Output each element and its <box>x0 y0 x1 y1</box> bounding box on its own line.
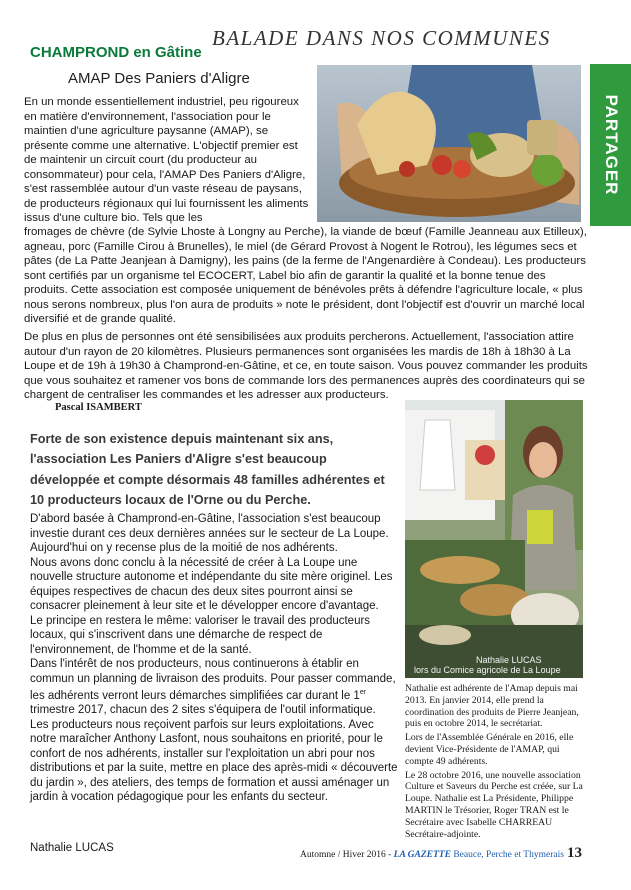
photo-caption-context: lors du Comice agricole de La Loupe <box>414 665 561 675</box>
page-footer <box>300 845 582 862</box>
organization-heading: AMAP Des Paniers d'Aligre <box>68 70 250 87</box>
footer-magazine-name: LA GAZETTE <box>393 850 451 860</box>
article1-intro-paragraph: En un monde essentiellement industriel, peu rigoureux en matière d'environnement, l'association pour le maintien d'une agriculture paysanne (AMAP), se présente comme une alternative. L'objectif premier est de maintenir un circuit court (du producteur au consommateur) pour cela, l'AMAP Des Paniers d'Aligre, s'est rassemblée autour d'un vaste réseau de paysans, de producteurs régionaux qui lui fournissent les aliments issus d'une culture bio. Tels que les <box>24 96 309 224</box>
article2-body <box>30 512 400 805</box>
side-tab-label: PARTAGER <box>601 94 621 196</box>
article2-paragraph <box>30 657 400 718</box>
article2-paragraph-text: Dans l'intérêt de nos producteurs, nous continuerons à établir en commun un planning de livraison des produits. Pour passer commande, les adhérents verront leurs démarches simplifiées car durant le 1 <box>30 658 396 702</box>
article1-producers-paragraph: fromages de chèvre (de Sylvie Lhoste à Longny au Perche), la viande de bœuf (Famille Jeanneau aux Etilleux), agneau, porc (Famille Cirou à Brunelles), le miel (de Gérard Provost à Nogent le Rotrou), les légumes secs et pâtes (de La Patte Jeanjean à Damigny), les pains (de la ferme de l'Angenardière à Condeau). Les producteurs sont certifiés par un organisme tel ECOCERT, Label bio afin de garantir la qualité et la bonne tenue des produits. Cette association est composée uniquement de bénévoles prêts à défendre l'agriculture locale, « plus nous serons nombreux, plus l'on aura de produits » note le président, dont l'objectif est d'ouvrir un marché local diversifié et de grande qualité. <box>24 226 587 325</box>
article1-permanences-paragraph: De plus en plus de personnes ont été sensibilisées aux produits percherons. Actuellement, l'association attire autour d'un rayon de 20 kilomètres. Plusieurs permanences sont organisées les mardis de 18h à 18h30 à La Loupe et de 19h à 19h30 à Champrond-en-Gâtine, et ce, en toute saison. Vous pouvez commander les produits que vous souhaitez et ramener vos bons de commande lors des permanences auprès des coordinateurs qui se chargent de centraliser les commandes et les adresser aux producteurs. <box>24 331 588 401</box>
commune-heading: CHAMPROND en Gâtine <box>30 44 202 61</box>
photo-caption <box>414 655 561 675</box>
market-stand-photo <box>405 400 583 678</box>
section-side-tab <box>590 64 631 226</box>
section-banner-title: BALADE DANS NOS COMMUNES <box>212 26 551 50</box>
article2-paragraph: Nous avons donc conclu à la nécessité de créer à La Loupe une nouvelle structure autonome et indépendante du site mère originel. Les équipes respectives de chacun des deux sites pourront ainsi se consacrer pleinement à leur site et le développer encore d'avantage. <box>30 556 393 612</box>
article2-lead: Forte de son existence depuis maintenant six ans, l'association Les Paniers d'Aligre s'est beaucoup développée et compte désormais 48 familles adhérentes et 10 producteurs locaux de l'Orne ou du Perche. <box>30 432 385 508</box>
ordinal-superscript: er <box>359 689 367 696</box>
bio-paragraph: Le 28 octobre 2016, une nouvelle association Culture et Saveurs du Perche est créée, sur La Loupe. Nathalie est La Présidente, Philippe MARTIN le Trésorier, Roger TRAN est le Secrétaire avec Isabelle CHARREAU Secrétaire-adjointe. <box>405 769 583 840</box>
produce-basket-photo <box>317 65 581 222</box>
article1-byline: Pascal ISAMBERT <box>55 402 142 413</box>
photo-caption-name: Nathalie LUCAS <box>476 655 542 665</box>
article2-byline: Nathalie LUCAS <box>30 842 114 854</box>
bio-paragraph: Lors de l'Assemblée Générale en 2016, elle devient Vice-Présidente de l'AMAP, qui compte 49 adhérents. <box>405 732 574 767</box>
bio-paragraph: Nathalie est adhérente de l'Amap depuis mai 2013. En janvier 2014, elle prend la coordination des produits de Pierre Jeanjean, puis en octobre 2014, le secrétariat. <box>405 683 579 730</box>
footer-season: Automne / Hiver 2016 - <box>300 850 394 860</box>
page-number: 13 <box>566 845 582 861</box>
article2-paragraph-text: trimestre 2017, chacun des 2 sites s'équipera de l'outil informatique. <box>30 704 376 717</box>
bio-sidebar <box>405 683 585 842</box>
article2-paragraph: D'abord basée à Champrond-en-Gâtine, l'association s'est beaucoup investie durant ces deux dernières années sur le secteur de La Loupe. Aujourd'hui on y recense plus de la moitié de nos adhérents. <box>30 513 389 554</box>
article2-paragraph: Le principe en restera le même: valoriser le travail des producteurs locaux, qui s'inscrivent dans une démarche de respect de l'environnement, de l'homme et de la santé. <box>30 614 371 656</box>
footer-region: Beauce, Perche et Thymerais <box>450 850 564 860</box>
article2-paragraph: Les producteurs nous reçoivent parfois sur leurs exploitations. Avec notre maraîcher Anthony Lasfont, nous souhaitons en priorité, pour le confort de nos adhérents, installer sur l'exploitation un abri pour nos distributions et par la suite, mettre en place des après-midi « découverte du jardin », des ateliers, des temps de formation et aussi aménager un jardin à vocation pédagogique pour les enfants du secteur. <box>30 718 398 804</box>
